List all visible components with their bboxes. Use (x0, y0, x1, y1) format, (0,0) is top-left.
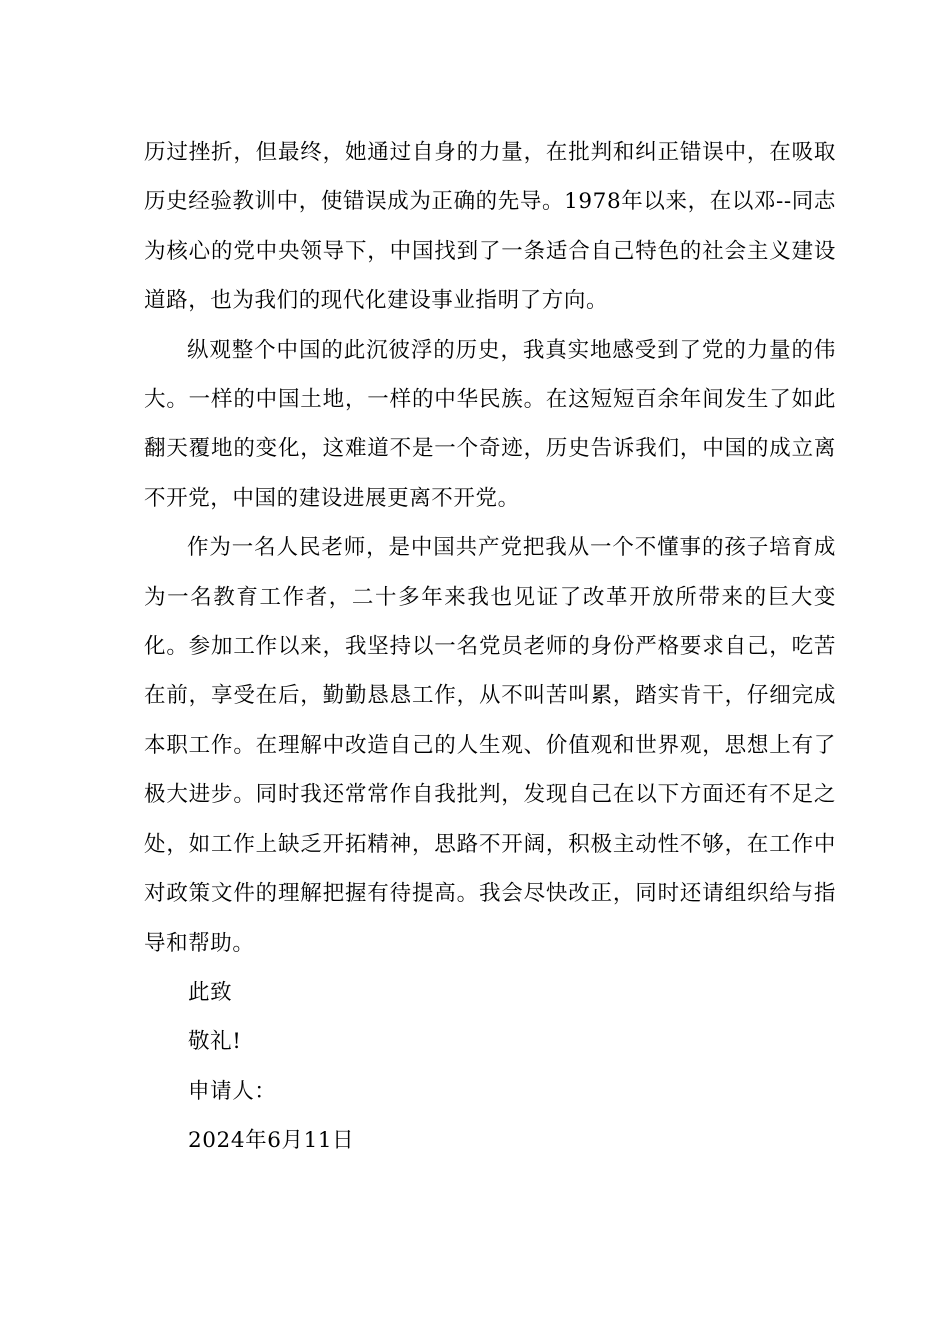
letter-closing (144, 968, 836, 1166)
paragraph-continuation: 历过挫折，但最终，她通过自身的力量，在批判和纠正错误中，在吸取历史经验教训中，使错误成为正确的先导。1978年以来，在以邓--同志为核心的党中央领导下，中国找到了一条适合自己特色的社会主义建设道路，也为我们的现代化建设事业指明了方向。 (144, 140, 836, 314)
letter-date: 2024年6月11日 (188, 1128, 355, 1154)
paragraph-history-reflection: 纵观整个中国的此沉彼浮的历史，我真实地感受到了党的力量的伟大。一样的中国土地，一样的中华民族。在这短短百余年间发生了如此翻天覆地的变化，这难道不是一个奇迹，历史告诉我们，中国的成立离不开党，中国的建设进展更离不开党。 (144, 337, 836, 511)
closing-regards: 敬礼! (188, 1029, 242, 1055)
closing-salutation: 此致 (188, 979, 233, 1005)
applicant-label: 申请人： (188, 1078, 277, 1104)
paragraph-personal-statement: 作为一名人民老师，是中国共产党把我从一个不懂事的孩子培育成为一名教育工作者，二十多年来我也见证了改革开放所带来的巨大变化。参加工作以来，我坚持以一名党员老师的身份严格要求自己，吃苦在前，享受在后，勤勤恳恳工作，从不叫苦叫累，踏实肯干，仔细完成本职工作。在理解中改造自己的人生观、价值观和世界观，思想上有了极大进步。同时我还常常作自我批判，发现自己在以下方面还有不足之处，如工作上缺乏开拓精神，思路不开阔，积极主动性不够，在工作中对政策文件的理解把握有待提高。我会尽快改正，同时还请组织给与指导和帮助。 (144, 535, 836, 956)
document-body (144, 128, 836, 1166)
